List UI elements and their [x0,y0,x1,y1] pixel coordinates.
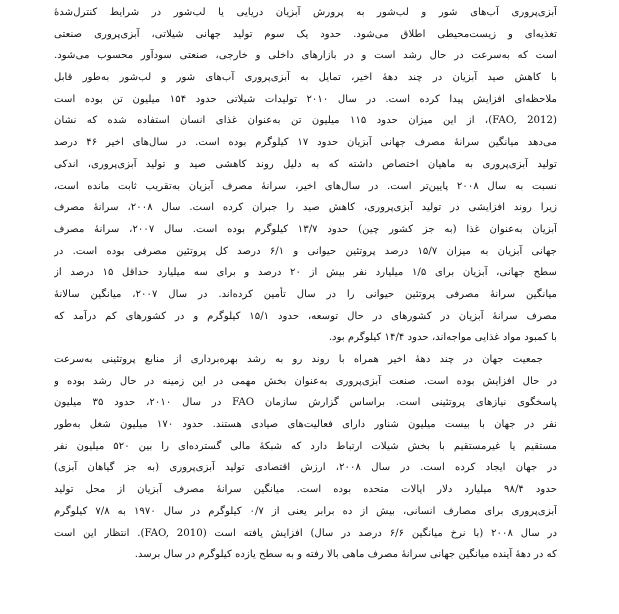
text-line: (FAO, 2012)، از این میزان حدود ۱۱۵ میلیون تن به‌عنوان غذای انسان استفاده شده که نشان [54,115,557,127]
text-line: جمعیت جهان در چند دههٔ اخیر همراه با روند رو به رشد بهره‌برداری از منابع پروتئینی به‌سرعت [54,354,543,365]
text-line: که در دههٔ آینده میانگین جهانی سرانهٔ مصرف ماهی بالا رفته و به سطح یازده کیلوگرم در سال برسد. [134,549,557,561]
text-line: در جهان ایجاد کرده است. در سال ۲۰۰۸، ارزش اقتصادی تولید آبزی‌پروری (به جز گیاهان آبزی) [54,462,557,474]
text-line: آبزی‌پروری برای مصارف انسانی، بیش از ده برابر یعنی از ۰/۷ کیلوگرم در سال ۱۹۷۰ به ۷/۸ کیلوگرم [54,505,557,517]
text-line: در سال ۲۰۰۸ (با نرخ میانگین ۶/۶ درصد در سال) افزایش یافته است (FAO, 2010). انتظار این است [54,527,557,539]
text-line: آبزی‌پروری آب‌های شور و لب‌شور به پرورش آبزیان دریایی یا لب‌شور در شرایط کنترل‌شدهٔ [54,7,557,18]
text-line: آبزیان به‌عنوان غذا (به جز کشور چین) حدود ۱۳/۷ کیلوگرم بوده است. سال ۲۰۰۷، سرانهٔ مصرف [54,223,557,235]
text-line: ملاحظه‌ای افزایش پیدا کرده است. در سال ۲۰۱۰ تولیدات شیلاتی حدود ۱۵۴ میلیون تن بوده است [54,93,557,105]
text-line: جهانی آبزیان به میزان ۱۵/۷ درصد پروتئین حیوانی و ۶/۱ درصد کل پروتئین مصرفی بوده است. در [54,245,557,257]
text-line: مصرف سرانهٔ آبزیان در کشورهای در حال توسعه، حدود ۱۵/۱ کیلوگرم و در کشورهای کم درآمد که [54,310,557,322]
text-line: با کاهش صید آبزیان در چند دههٔ اخیر، تمایل به آبزی‌پروری آب‌های شور و لب‌شور به‌طور قابل [54,72,557,84]
text-line: تولید آبزی‌پروری به ماهیان اختصاص داشته که به دلیل روند کاهشی صید و تولید آبزی‌پروری، اندکی [54,158,557,170]
text-line: نسبت به سال ۲۰۰۸ پایین‌تر است. در سال‌های اخیر، سرانهٔ مصرف آبزیان به‌تقریب ثابت مانده است، [54,180,557,192]
text-line: می‌دهد میانگین سرانهٔ مصرف جهانی آبزیان حدود ۱۷ کیلوگرم بوده است. در سال‌های اخیر ۴۶ درصد [54,137,557,149]
text-line: سطح جهانی، آبزیان برای ۱/۵ میلیارد نفر بیش از ۲۰ درصد و برای سه میلیارد حداقل ۱۵ درصد از [54,267,557,279]
paragraph-population-industry [54,349,557,566]
text-line: میانگین سرانهٔ مصرفی پروتئین حیوانی را در سال تأمین کرده‌اند. در سال ۲۰۰۷، میانگین سالانهٔ [54,288,557,300]
text-line: نفر در جهان با بیست میلیون شناور دارای فعالیت‌های صیادی هستند. حدود ۱۷۰ میلیون شغل به‌طور [54,419,557,431]
text-line: تغذیه‌ای و زیست‌محیطی اطلاق می‌شود. حدود یک سوم تولید جهانی شیلاتی، آبزی‌پروری صنعتی [54,28,557,40]
text-line: زیرا روند افزایشی در تولید آبزی‌پروری، کاهش صید را جبران کرده است. سال ۲۰۰۸، سرانهٔ مصرف [54,202,557,214]
text-line: حدود ۹۸/۴ میلیارد دلار ایالات متحده بوده است. میانگین سرانهٔ مصرف آبزیان از محل تولید [54,484,557,496]
text-line: پاسخگوی نیازهای پروتئینی است. براساس گزارش سازمان FAO در سال ۲۰۱۰، حدود ۳۵ میلیون [54,397,557,409]
text-line: است که به‌سرعت در حال رشد است و در بازارهای داخلی و خارجی، صنعتی سودآور محسوب می‌شود. [54,50,557,62]
text-line: مستقیم یا غیرمستقیم با بخش شیلات ارتباط دارد که شبکهٔ مالی گسترده‌ای را بین ۵۲۰ میلیون نفر [54,440,557,452]
text-line: با کمبود مواد غذایی مواجه‌اند، حدود ۱۴/۴ کیلوگرم بود. [328,332,557,344]
text-line: در حال افزایش بوده است. صنعت آبزی‌پروری به‌عنوان بخش مهمی در این زمینه در حال رشد بوده و [54,375,557,387]
paragraph-aquaculture-consumption [54,2,557,349]
